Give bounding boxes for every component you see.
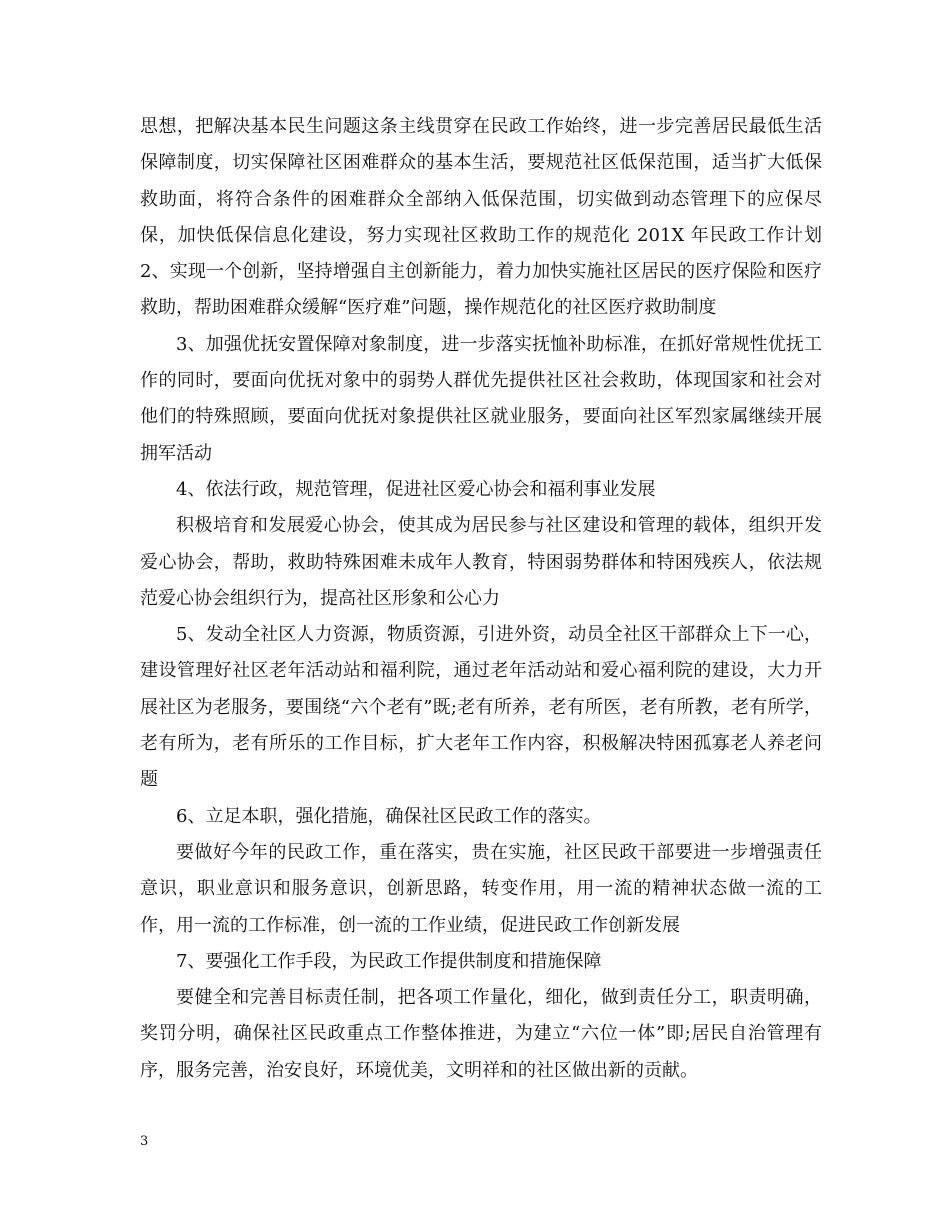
paragraph: 积极培育和发展爱心协会，使其成为居民参与社区建设和管理的载体，组织开发爱心协会，帮助，救助特殊困难未成年人教育，特困弱势群体和特困残疾人，依法规范爱心协会组织行为，提高社区形象和公心力 — [140, 515, 822, 609]
paragraph: 要健全和完善目标责任制，把各项工作量化，细化，做到责任分工，职责明确，奖罚分明，确保社区民政重点工作整体推进，为建立“六位一体”即;居民自治管理有序，服务完善，治安良好，环境优美，文明祥和的社区做出新的贡献。 — [140, 987, 822, 1081]
paragraph: 5、发动全社区人力资源，物质资源，引进外资，动员全社区干部群众上下一心，建设管理好社区老年活动站和福利院，通过老年活动站和爱心福利院的建设，大力开展社区为老服务，要围绕“六个老有”既;老有所养，老有所医，老有所教，老有所学，老有所为，老有所乐的工作目标，扩大老年工作内容，积极解决特困孤寡老人养老问题 — [140, 624, 822, 791]
paragraph: 要做好今年的民政工作，重在落实，贵在实施，社区民政干部要进一步增强责任意识，职业意识和服务意识，创新思路，转变作用，用一流的精神状态做一流的工作，用一流的工作标准，创一流的工作业绩，促进民政工作创新发展 — [140, 841, 822, 936]
paragraph: 7、要强化工作手段，为民政工作提供制度和措施保障 — [176, 950, 602, 972]
paragraph: 4、依法行政，规范管理，促进社区爱心协会和福利事业发展 — [176, 478, 656, 500]
document-body — [140, 109, 822, 1089]
page-number: 3 — [140, 1134, 149, 1149]
paragraph: 3、加强优抚安置保障对象制度，进一步落实抚恤补助标准，在抓好常规性优抚工作的同时，要面向优抚对象中的弱势人群优先提供社区社会救助，体现国家和社会对他们的特殊照顾，要面向优抚对象提供社区就业服务，要面向社区军烈家属继续开展拥军活动 — [140, 333, 822, 464]
paragraph: 思想，把解决基本民生问题这条主线贯穿在民政工作始终，进一步完善居民最低生活保障制度，切实保障社区困难群众的基本生活，要规范社区低保范围，适当扩大低保救助面，将符合条件的困难群众全部纳入低保范围，切实做到动态管理下的应保尽保，加快低保信息化建设，努力实现社区救助工作的规范化 201X 年民政工作计划 2、实现一个创新，坚持增强自主创新能力，着力加快实施社区居民的医疗保险和医疗救助，帮助困难群众缓解“医疗难”问题，操作规范化的社区医疗救助制度 — [140, 116, 822, 319]
paragraph: 6、立足本职，强化措施，确保社区民政工作的落实。 — [176, 805, 602, 827]
